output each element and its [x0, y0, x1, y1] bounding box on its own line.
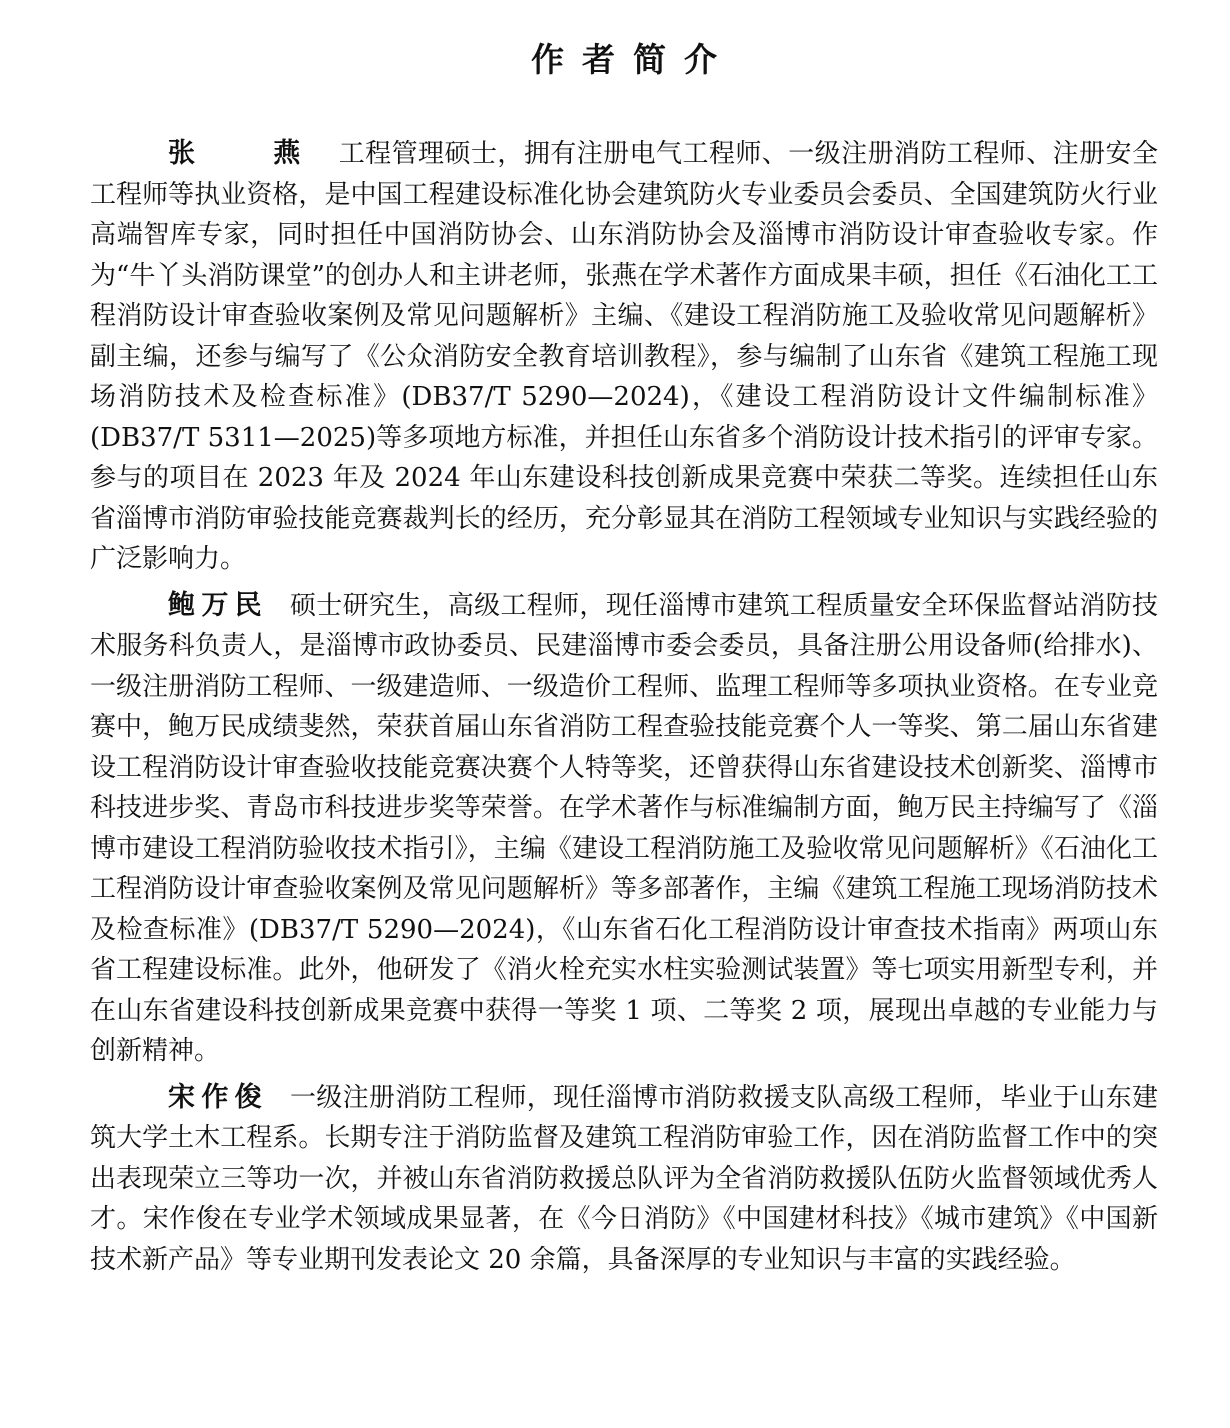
- author-bio-song-zuojun: [90, 1078, 1158, 1281]
- author-description: 硕士研究生，高级工程师，现任淄博市建筑工程质量安全环保监督站消防技术服务科负责人，是淄博市政协委员、民建淄博市委会委员，具备注册公用设备师(给排水)、一级注册消防工程师、一级建造师、一级造价工程师、监理工程师等多项执业资格。在专业竞赛中，鲍万民成绩斐然，荣获首届山东省消防工程查验技能竞赛个人一等奖、第二届山东省建设工程消防设计审查验收技能竞赛决赛个人特等奖，还曾获得山东省建设技术创新奖、淄博市科技进步奖、青岛市科技进步奖等荣誉。在学术著作与标准编制方面，鲍万民主持编写了《淄博市建设工程消防验收技术指引》，主编《建设工程消防施工及验收常见问题解析》《石油化工工程消防设计审查验收案例及常见问题解析》等多部著作，主编《建筑工程施工现场消防技术及检查标准》(DB37/T 5290—2024)，《山东省石化工程消防设计审查技术指南》两项山东省工程建设标准。此外，他研发了《消火栓充实水柱实验测试装置》等七项实用新型专利，并在山东省建设科技创新成果竞赛中获得一等奖 1 项、二等奖 2 项，展现出卓越的专业能力与创新精神。: [90, 590, 1158, 1066]
- author-bio-zhang-yan: [90, 134, 1158, 580]
- author-description: 工程管理硕士，拥有注册电气工程师、一级注册消防工程师、注册安全工程师等执业资格，是中国工程建设标准化协会建筑防火专业委员会委员、全国建筑防火行业高端智库专家，同时担任中国消防协会、山东消防协会及淄博市消防设计审查验收专家。作为“牛丫头消防课堂”的创办人和主讲老师，张燕在学术著作方面成果丰硕，担任《石油化工工程消防设计审查验收案例及常见问题解析》主编、《建设工程消防施工及验收常见问题解析》副主编，还参与编写了《公众消防安全教育培训教程》，参与编制了山东省《建筑工程施工现场消防技术及检查标准》(DB37/T 5290—2024)，《建设工程消防设计文件编制标准》(DB37/T 5311—2025)等多项地方标准，并担任山东省多个消防设计技术指引的评审专家。参与的项目在 2023 年及 2024 年山东建设科技创新成果竞赛中荣获二等奖。连续担任山东省淄博市消防审验技能竞赛裁判长的经历，充分彰显其在消防工程领域专业知识与实践经验的广泛影响力。: [90, 139, 1158, 574]
- author-name: 宋作俊: [168, 1081, 268, 1113]
- author-description: 一级注册消防工程师，现任淄博市消防救援支队高级工程师，毕业于山东建筑大学土木工程系。长期专注于消防监督及建筑工程消防审验工作，因在消防监督工作中的突出表现荣立三等功一次，并被山东省消防救援总队评为全省消防救援队伍防火监督领域优秀人才。宋作俊在专业学术领域成果显著，在《今日消防》《中国建材科技》《城市建筑》《中国新技术新产品》等专业期刊发表论文 20 余篇，具备深厚的专业知识与丰富的实践经验。: [90, 1082, 1158, 1275]
- author-bio-bao-wanmin: [90, 586, 1158, 1072]
- document-page: [90, 38, 1158, 1280]
- author-name: 鲍万民: [168, 589, 268, 621]
- author-name: 张 燕: [168, 138, 335, 169]
- page-title: 作者简介: [531, 40, 735, 79]
